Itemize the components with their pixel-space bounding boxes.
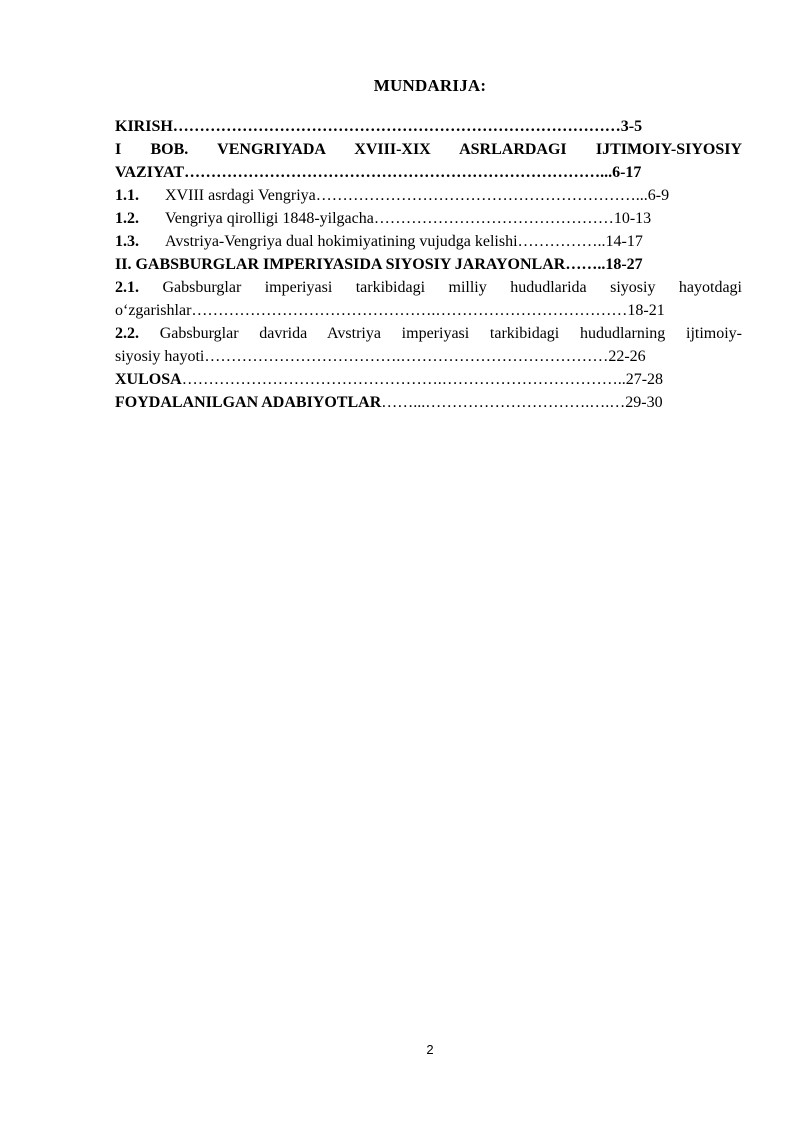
section-text: Gabsburglar imperiyasi tarkibidagi milliy hududlarida siyosiy hayotdagi	[162, 279, 742, 296]
section-text: Avstriya-Vengriya dual hokimiyatining vujudga kelishi……………..14-17	[165, 233, 643, 250]
toc-title: MUNDARIJA:	[373, 76, 487, 95]
section-text: XVIII asrdagi Vengriya……………………………………………………...6-9	[165, 187, 670, 204]
toc-section-2-2-line-2: siyosiy hayoti……………………………….…………………………………22-26	[115, 348, 646, 365]
toc-section-1-2	[115, 207, 742, 230]
toc-section-1-1	[115, 184, 742, 207]
section-number: 2.1.	[115, 279, 139, 296]
page-number: 2	[426, 1042, 434, 1057]
entry-leader: ………………………………………….……………………………..27-28	[181, 371, 664, 388]
section-text: Vengriya qirolligi 1848-yilgacha………………………………………10-13	[165, 210, 652, 227]
toc-section-2-2-line-1	[115, 322, 742, 345]
toc-chapter-1-title: I BOB. VENGRIYADA XVIII-XIX ASRLARDAGI IJTIMOIY-SIYOSIY	[115, 141, 742, 158]
toc-entry-kirish: KIRISH…………………………………………………………………………3-5	[115, 118, 643, 135]
toc-section-1-3	[115, 230, 742, 253]
section-number: 1.3.	[115, 233, 139, 250]
section-text: Gabsburglar davrida Avstriya imperiyasi tarkibidagi hududlarning ijtimoiy-	[159, 325, 742, 342]
section-number: 1.2.	[115, 210, 139, 227]
toc-entry-xulosa	[115, 368, 742, 391]
section-number: 2.2.	[115, 325, 139, 342]
entry-label: XULOSA	[115, 371, 182, 388]
toc-entry-adabiyotlar	[115, 391, 742, 414]
toc-chapter-2: II. GABSBURGLAR IMPERIYASIDA SIYOSIY JARAYONLAR……..18-27	[115, 256, 643, 273]
section-number: 1.1.	[115, 187, 139, 204]
toc-chapter-1-pages: VAZIYAT……………………………………………………………………...6-17	[115, 164, 642, 181]
entry-leader: ……...………………………….….…29-30	[381, 394, 663, 411]
toc-section-2-1-line-2: o‘zgarishlar……………………………………….………………………………18-21	[115, 302, 665, 319]
table-of-contents	[115, 115, 742, 414]
entry-label: FOYDALANILGAN ADABIYOTLAR	[115, 394, 382, 411]
toc-section-2-1-line-1	[115, 276, 742, 299]
